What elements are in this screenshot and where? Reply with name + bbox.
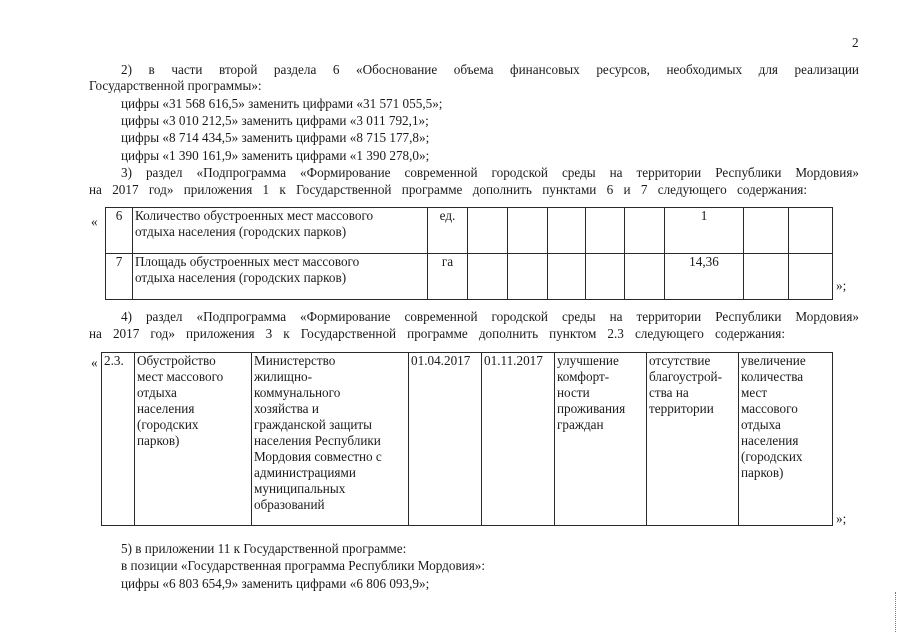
- section5-line-3: цифры «6 803 654,9» заменить цифрами «6 806 093,9»;: [121, 576, 430, 591]
- table2-open-quote: «: [91, 355, 98, 370]
- related-indicator: увеличение количества мест массового отдыха населения (городских парков): [739, 353, 833, 526]
- indicator-value: 14,36: [665, 254, 744, 300]
- table-row: [102, 353, 833, 526]
- intro-line-1: 2) в части второй раздела 6 «Обоснование объема финансовых ресурсов, необходимых для реализации: [121, 62, 859, 77]
- row-number: 7: [106, 254, 133, 300]
- table1-open-quote: «: [91, 214, 98, 229]
- section4-line-1: 4) раздел «Подпрограмма «Формирование современной городской среды на территории Республики Мордовия»: [121, 309, 859, 324]
- table-row: [106, 208, 833, 254]
- section3-line-2: на 2017 год» приложения 1 к Государственной программе дополнить пунктами 6 и 7 следующего содержания:: [89, 182, 807, 197]
- row-number: 6: [106, 208, 133, 254]
- activities-table: [101, 352, 833, 526]
- unit: га: [428, 254, 468, 300]
- table-row: [106, 254, 833, 300]
- start-date: 01.04.2017: [409, 353, 482, 526]
- table2-close-quote: »;: [836, 511, 847, 526]
- end-date: 01.11.2017: [482, 353, 555, 526]
- indicator-name: Площадь обустроенных мест массового отдыха населения (городских парков): [133, 254, 428, 300]
- responsible-executor: Министерство жилищно- коммунального хозяйства и гражданской защиты населения Республики Мордовия совместно с администрациями муниципальных образований: [252, 353, 409, 526]
- non-implementation-consequence: отсутствие благоустрой- ства на территории: [647, 353, 739, 526]
- section5-line-2: в позиции «Государственная программа Республики Мордовия»:: [121, 558, 486, 573]
- item-number: 2.3.: [102, 353, 135, 526]
- replace-line-2: цифры «3 010 212,5» заменить цифрами «3 011 792,1»;: [121, 113, 429, 128]
- scan-artifact: [895, 592, 899, 632]
- intro-line-2: Государственной программы»:: [89, 78, 262, 93]
- replace-line-4: цифры «1 390 161,9» заменить цифрами «1 390 278,0»;: [121, 148, 430, 163]
- section5-line-1: 5) в приложении 11 к Государственной программе:: [121, 541, 407, 556]
- section3-line-1: 3) раздел «Подпрограмма «Формирование современной городской среды на территории Республики Мордовия»: [121, 165, 859, 180]
- indicators-table: [105, 207, 833, 300]
- indicator-name: Количество обустроенных мест массового отдыха населения (городских парков): [133, 208, 428, 254]
- expected-result: улучшение комфорт- ности проживания граждан: [555, 353, 647, 526]
- unit: ед.: [428, 208, 468, 254]
- replace-line-3: цифры «8 714 434,5» заменить цифрами «8 715 177,8»;: [121, 130, 430, 145]
- replace-line-1: цифры «31 568 616,5» заменить цифрами «31 571 055,5»;: [121, 96, 443, 111]
- table1-close-quote: »;: [836, 278, 847, 293]
- page-number: 2: [852, 35, 859, 50]
- activity-name: Обустройство мест массового отдыха населения (городских парков): [135, 353, 252, 526]
- section4-line-2: на 2017 год» приложения 3 к Государственной программе дополнить пунктом 2.3 следующего содержания:: [89, 326, 785, 341]
- indicator-value: 1: [665, 208, 744, 254]
